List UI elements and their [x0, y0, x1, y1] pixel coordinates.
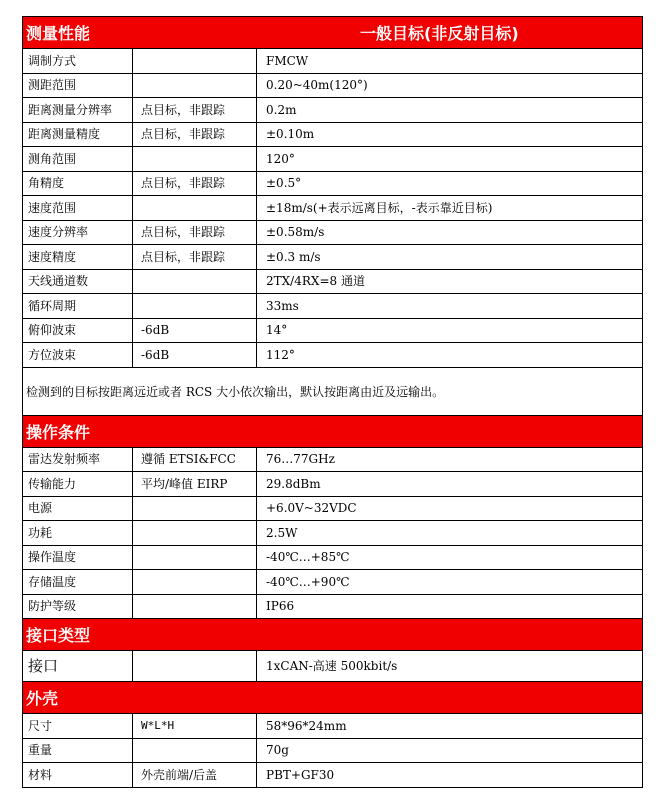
row-label: 方位波束	[23, 343, 133, 367]
row-label: 接口	[23, 651, 133, 681]
row-label: 防护等级	[23, 595, 133, 619]
row-condition	[133, 294, 257, 318]
row-value: 120°	[266, 151, 295, 166]
row-value: 2TX/4RX=8 通道	[266, 274, 365, 289]
performance-note: 检测到的目标按距离远近或者 RCS 大小依次输出，默认按距离由近及远输出。	[22, 368, 643, 416]
row-condition: 点目标，非跟踪	[133, 98, 257, 122]
interface-section-title: 接口类型	[22, 619, 643, 651]
interface-rows	[22, 651, 643, 682]
row-value: 33ms	[266, 298, 299, 313]
performance-rows	[22, 49, 643, 368]
operating-rows	[22, 448, 643, 620]
table-row	[22, 763, 643, 788]
row-value: -40℃…+85℃	[266, 550, 350, 565]
table-row	[22, 521, 643, 546]
row-label: 重量	[23, 739, 133, 763]
row-condition: W*L*H	[133, 714, 257, 738]
row-label: 距离测量精度	[23, 123, 133, 147]
row-value: 29.8dBm	[266, 476, 321, 491]
row-label: 操作温度	[23, 546, 133, 570]
row-condition: -6dB	[133, 343, 257, 367]
row-condition: -6dB	[133, 319, 257, 343]
row-condition	[133, 521, 257, 545]
row-value: 76…77GHz	[266, 452, 335, 467]
table-row	[22, 196, 643, 221]
row-value: -40℃…+90℃	[266, 574, 350, 589]
row-value: 0.2m	[266, 102, 297, 117]
row-label: 材料	[23, 763, 133, 787]
row-label: 测角范围	[23, 147, 133, 171]
housing-section-title: 外壳	[22, 682, 643, 714]
row-value: IP66	[266, 599, 295, 614]
row-value: 2.5W	[266, 525, 298, 540]
row-condition: 遵循 ETSI&FCC	[133, 448, 257, 472]
table-row	[22, 245, 643, 270]
row-condition	[133, 739, 257, 763]
row-condition: 点目标，非跟踪	[133, 245, 257, 269]
table-row	[22, 221, 643, 246]
housing-rows	[22, 714, 643, 788]
row-condition: 点目标，非跟踪	[133, 221, 257, 245]
table-row	[22, 570, 643, 595]
spec-table	[22, 16, 643, 788]
row-condition: 点目标，非跟踪	[133, 123, 257, 147]
table-row	[22, 714, 643, 739]
row-condition: 点目标，非跟踪	[133, 172, 257, 196]
row-value: 14°	[266, 323, 288, 338]
row-condition: 外壳前端/后盖	[133, 763, 257, 787]
table-row	[22, 546, 643, 571]
row-condition	[133, 147, 257, 171]
row-condition: 平均/峰值 EIRP	[133, 472, 257, 496]
row-label: 测距范围	[23, 74, 133, 98]
row-label: 速度范围	[23, 196, 133, 220]
row-label: 存储温度	[23, 570, 133, 594]
row-value: 0.20~40m(120°)	[266, 78, 368, 93]
row-condition	[133, 546, 257, 570]
row-label: 功耗	[23, 521, 133, 545]
row-value: FMCW	[266, 53, 309, 68]
row-label: 俯仰波束	[23, 319, 133, 343]
row-label: 传输能力	[23, 472, 133, 496]
table-row	[22, 448, 643, 473]
table-row	[22, 147, 643, 172]
row-value: PBT+GF30	[266, 767, 335, 782]
row-label: 循环周期	[23, 294, 133, 318]
table-row	[22, 49, 643, 74]
table-row	[22, 294, 643, 319]
row-value: 112°	[266, 347, 295, 362]
table-row	[22, 319, 643, 344]
row-condition	[133, 196, 257, 220]
row-condition	[133, 74, 257, 98]
table-row	[22, 595, 643, 620]
table-row	[22, 497, 643, 522]
row-condition	[133, 49, 257, 73]
table-row	[22, 472, 643, 497]
row-label: 电源	[23, 497, 133, 521]
row-label: 速度分辨率	[23, 221, 133, 245]
table-row	[22, 739, 643, 764]
table-row	[22, 74, 643, 99]
row-value: 1xCAN-高速 500kbit/s	[266, 659, 398, 673]
target-type-title: 一般目标(非反射目标)	[360, 24, 519, 43]
row-value: ±0.10m	[266, 127, 315, 142]
row-label: 尺寸	[23, 714, 133, 738]
row-value: 58*96*24mm	[266, 718, 347, 733]
row-value: ±18m/s(+表示远离目标，-表示靠近目标)	[266, 200, 493, 215]
table-row	[22, 98, 643, 123]
row-value: ±0.5°	[266, 176, 302, 191]
table-row	[22, 343, 643, 368]
row-condition	[133, 595, 257, 619]
row-label: 调制方式	[23, 49, 133, 73]
table-row	[22, 651, 643, 682]
table-row	[22, 123, 643, 148]
row-label: 天线通道数	[23, 270, 133, 294]
table-row	[22, 270, 643, 295]
row-value: ±0.3 m/s	[266, 249, 321, 264]
row-condition	[133, 570, 257, 594]
row-value: +6.0V~32VDC	[266, 501, 357, 516]
row-label: 雷达发射频率	[23, 448, 133, 472]
measurement-header-row	[22, 17, 643, 49]
row-condition	[133, 497, 257, 521]
row-label: 角精度	[23, 172, 133, 196]
operating-section-title: 操作条件	[22, 416, 643, 448]
table-row	[22, 172, 643, 197]
row-label: 速度精度	[23, 245, 133, 269]
row-value: 70g	[266, 743, 289, 758]
row-label: 距离测量分辨率	[23, 98, 133, 122]
measurement-section-title: 测量性能	[26, 24, 91, 43]
row-condition	[133, 270, 257, 294]
row-value: ±0.58m/s	[266, 225, 325, 240]
row-condition	[133, 651, 257, 681]
